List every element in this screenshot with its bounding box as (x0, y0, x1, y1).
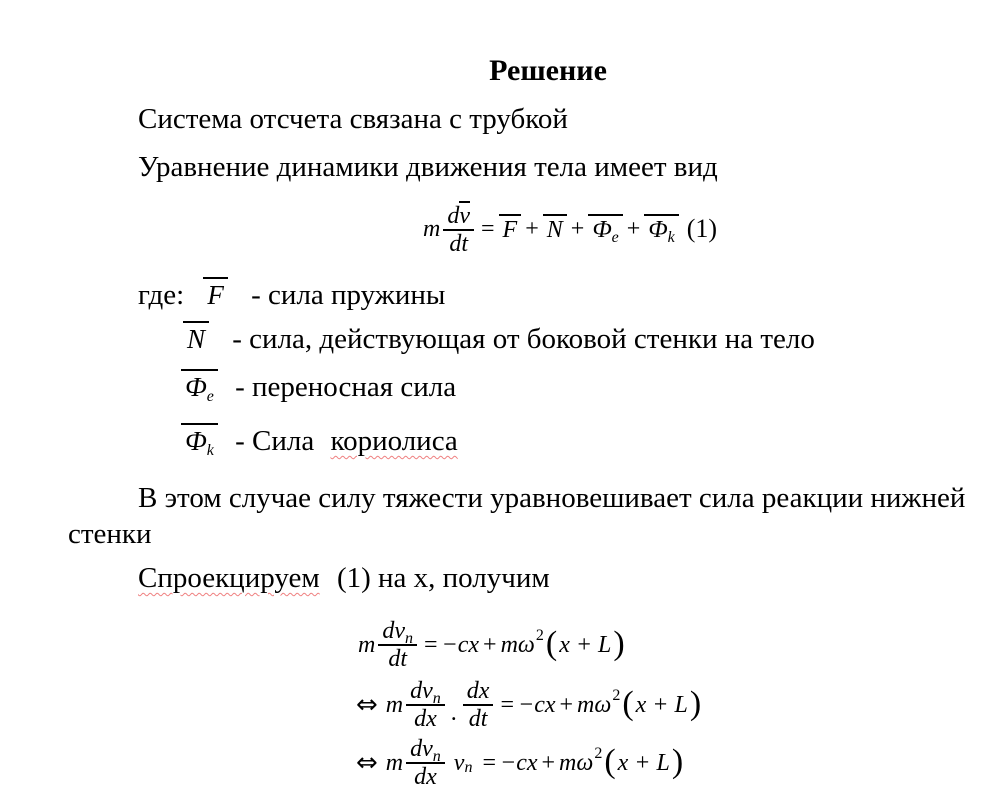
where-Phi-k-line (181, 423, 458, 459)
fraction-dvn-dt (378, 618, 417, 672)
term-neg-cx: −cx (518, 692, 556, 718)
term-m-omega: mω (500, 632, 535, 658)
paren-body-x-plus-L: x + L (559, 632, 612, 658)
paren-body-x-plus-L: x + L (635, 692, 688, 718)
numerator-dvn: $dv_n$ (410, 678, 441, 707)
page-title: Решение (489, 54, 607, 87)
numerator-dvn: $dv_n$ (382, 618, 413, 647)
equals-sign: = (481, 216, 495, 242)
where-F-line (138, 277, 445, 313)
paragraph-project-equation (138, 560, 550, 596)
term-neg-cx: −cx (441, 632, 480, 658)
exponent-2: 2 (612, 687, 621, 704)
iff-arrow-icon: ⇔ (356, 748, 378, 778)
N-description: - сила, действующая от боковой стенки на тело (232, 323, 815, 355)
paragraph-frame-of-reference: Система отсчета связана с трубкой (138, 103, 568, 135)
equation-projected-3-clipped (356, 736, 685, 790)
fraction-dx-dt (463, 678, 494, 732)
right-paren: ) (689, 685, 702, 722)
equals-sign: = (500, 692, 514, 718)
iff-arrow-icon: ⇔ (356, 690, 378, 720)
equation-projected-1 (358, 618, 627, 672)
numerator-dx: dx (466, 678, 490, 704)
misspelled-word-coriolis: кориолиса (330, 425, 458, 457)
right-paren: ) (613, 625, 625, 662)
vector-F: F (203, 277, 228, 309)
paren-body-x-plus-L: x + L (617, 750, 670, 776)
plus-operator: + (626, 216, 641, 242)
vector-Phi-e: $Ф_e$ (181, 369, 218, 401)
vector-Phi-k: $Ф_k$ (181, 423, 218, 455)
left-paren: ( (604, 743, 616, 780)
term-m-omega: mω (577, 692, 612, 718)
equation-projected-2 (356, 678, 703, 732)
plus-operator: + (525, 216, 539, 242)
plus-operator: + (570, 216, 585, 242)
Phi-k-description: - Сила (235, 425, 315, 457)
vector-Phi-k: $Ф_k$ (644, 214, 678, 243)
fraction-dvn-dx (406, 736, 445, 790)
where-label: где: (138, 279, 185, 311)
math-m: m (385, 750, 404, 776)
project-rest-text: (1) на x, получим (336, 562, 550, 594)
exponent-2: 2 (535, 627, 544, 644)
equation-number: (1) (686, 214, 718, 243)
vector-N: N (183, 321, 209, 353)
term-m-omega: mω (559, 750, 594, 776)
subscript-n: n (464, 759, 473, 776)
math-m: m (385, 692, 404, 718)
multiplication-dot: . (450, 700, 457, 726)
plus-operator: + (541, 750, 556, 776)
vector-Phi-e: $Ф_e$ (588, 214, 622, 243)
misspelled-word-project: Спроекцируем (138, 562, 320, 594)
denominator-dx: dx (406, 704, 445, 732)
numerator-dvn: $dv_n$ (410, 736, 441, 765)
denominator-dt: dt (378, 644, 417, 672)
equation-main (423, 201, 717, 257)
math-m: m (358, 632, 376, 658)
paragraph-dynamics-intro: Уравнение динамики движения тела имеет вид (138, 151, 718, 183)
plus-operator: + (483, 632, 497, 658)
left-paren: ( (622, 685, 634, 722)
equals-sign: = (482, 750, 496, 776)
math-m: m (423, 216, 441, 242)
where-Phi-e-line (181, 369, 456, 405)
plus-operator: + (559, 692, 574, 718)
numerator-dv: dv (447, 203, 470, 229)
equals-sign: = (424, 632, 438, 658)
vector-v: v (459, 203, 470, 229)
paragraph-gravity-balance-line1: В этом случае силу тяжести уравновешивает сила реакции нижней (138, 482, 966, 514)
Phi-e-description: - переносная сила (235, 371, 457, 403)
denominator-dt: dt (463, 704, 494, 732)
exponent-2: 2 (594, 745, 603, 762)
F-description: - сила пружины (251, 279, 446, 311)
where-N-line (183, 321, 815, 357)
left-paren: ( (545, 625, 558, 662)
denominator-dx: dx (406, 762, 445, 790)
fraction-dv-dt (443, 201, 474, 257)
vector-F: F (499, 214, 522, 243)
vector-N: N (543, 214, 567, 243)
right-paren: ) (671, 743, 684, 780)
math-v: v (453, 750, 465, 776)
paragraph-gravity-balance-line2: стенки (68, 518, 152, 550)
fraction-dvn-dx (406, 678, 445, 732)
term-neg-cx: −cx (500, 750, 538, 776)
denominator-dt: dt (443, 229, 474, 257)
